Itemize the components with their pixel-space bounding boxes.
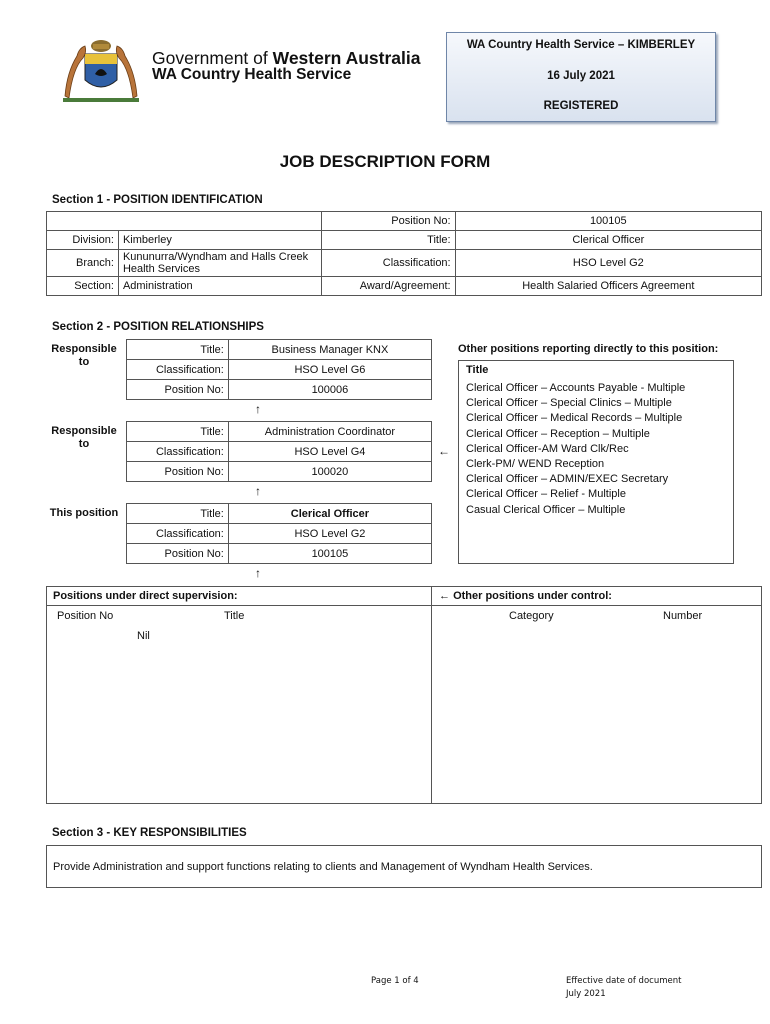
rel1-title: Business Manager KNX	[228, 340, 431, 360]
responsible-to-label-2: Responsible to	[51, 425, 117, 450]
other-positions-list	[466, 381, 685, 518]
section1-heading: Section 1 - POSITION IDENTIFICATION	[52, 194, 263, 206]
branch-value: Kununurra/Wyndham and Halls Creek Health Services	[118, 250, 321, 277]
section2-heading: Section 2 - POSITION RELATIONSHIPS	[52, 321, 264, 333]
control-heading: ← Other positions under control:	[439, 590, 612, 602]
sup-col-position-no: Position No	[57, 610, 114, 622]
ctrl-col-category: Category	[509, 610, 554, 622]
section-label: Section:	[47, 277, 119, 296]
relationship-block-3	[126, 503, 432, 564]
page-number: Page 1 of 4	[371, 976, 419, 986]
other-positions-heading: Other positions reporting directly to this position:	[458, 343, 719, 355]
supervision-heading: Positions under direct supervision:	[53, 590, 238, 602]
up-arrow-icon: ↑	[255, 402, 261, 416]
registered-stamp	[446, 32, 716, 122]
responsible-to-label-1: Responsible to	[51, 343, 117, 368]
award-value: Health Salaried Officers Agreement	[455, 277, 761, 296]
government-name: Government of Western Australia	[152, 48, 421, 68]
left-arrow-icon: ←	[439, 590, 454, 602]
rel2-title-label: Title:	[127, 422, 229, 442]
rel3-class: HSO Level G2	[228, 524, 431, 544]
up-arrow-icon: ↑	[255, 566, 261, 580]
list-item: Clerical Officer-AM Ward Clk/Rec	[466, 442, 629, 455]
supervision-control-table	[46, 586, 762, 804]
title-value: Clerical Officer	[455, 231, 761, 250]
wa-crest-logo	[55, 38, 147, 104]
classification-label: Classification:	[321, 250, 455, 277]
list-item: Casual Clerical Officer – Multiple	[466, 503, 626, 516]
division-label: Division:	[47, 231, 119, 250]
section-value: Administration	[118, 277, 321, 296]
stamp-date: 16 July 2021	[547, 70, 615, 82]
award-label: Award/Agreement:	[321, 277, 455, 296]
list-item: Clerical Officer – Medical Records – Multiple	[466, 412, 683, 425]
position-no-value: 100105	[455, 212, 761, 231]
position-identification-table	[46, 211, 762, 296]
section3-heading: Section 3 - KEY RESPONSIBILITIES	[52, 827, 247, 839]
list-item: Clerical Officer – Reception – Multiple	[466, 427, 650, 440]
effective-date-value: July 2021	[566, 989, 606, 999]
relationship-block-2	[126, 421, 432, 482]
rel3-posno-label: Position No:	[127, 544, 229, 564]
this-position-label: This position	[49, 507, 119, 519]
stamp-status: REGISTERED	[543, 100, 619, 112]
left-arrow-icon: ←	[438, 444, 450, 458]
sup-col-title: Title	[224, 610, 245, 622]
rel1-class-label: Classification:	[127, 360, 229, 380]
effective-date-label: Effective date of document	[566, 976, 682, 986]
up-arrow-icon: ↑	[255, 484, 261, 498]
rel3-title: Clerical Officer	[228, 504, 431, 524]
rel3-posno: 100105	[228, 544, 431, 564]
title-label: Title:	[321, 231, 455, 250]
classification-value: HSO Level G2	[455, 250, 761, 277]
rel1-posno: 100006	[228, 380, 431, 400]
key-responsibilities-text: Provide Administration and support functions relating to clients and Management of Wyndham Health Services.	[53, 861, 593, 873]
other-positions-box	[458, 360, 734, 564]
page-title: JOB DESCRIPTION FORM	[279, 152, 491, 171]
relationship-block-1	[126, 339, 432, 400]
key-responsibilities-box	[46, 845, 762, 888]
rel3-class-label: Classification:	[127, 524, 229, 544]
division-value: Kimberley	[118, 231, 321, 250]
other-positions-title: Title	[466, 364, 489, 376]
stamp-line-1: WA Country Health Service – KIMBERLEY	[466, 39, 696, 51]
rel2-posno-label: Position No:	[127, 462, 229, 482]
branch-label: Branch:	[47, 250, 119, 277]
rel2-posno: 100020	[228, 462, 431, 482]
position-no-label: Position No:	[321, 212, 455, 231]
list-item: Clerical Officer – Accounts Payable - Multiple	[466, 382, 686, 394]
rel1-class: HSO Level G6	[228, 360, 431, 380]
rel1-posno-label: Position No:	[127, 380, 229, 400]
list-item: Clerk-PM/ WEND Reception	[466, 458, 605, 471]
list-item: Clerical Officer – Relief - Multiple	[466, 488, 626, 501]
sup-nil: Nil	[137, 630, 150, 642]
rel3-title-label: Title:	[127, 504, 229, 524]
service-name: WA Country Health Service	[152, 66, 352, 83]
rel2-class-label: Classification:	[127, 442, 229, 462]
list-item: Clerical Officer – Special Clinics – Multiple	[466, 397, 672, 410]
rel1-title-label: Title:	[127, 340, 229, 360]
ctrl-col-number: Number	[663, 610, 703, 622]
rel2-class: HSO Level G4	[228, 442, 431, 462]
list-item: Clerical Officer – ADMIN/EXEC Secretary	[466, 473, 669, 486]
rel2-title: Administration Coordinator	[228, 422, 431, 442]
